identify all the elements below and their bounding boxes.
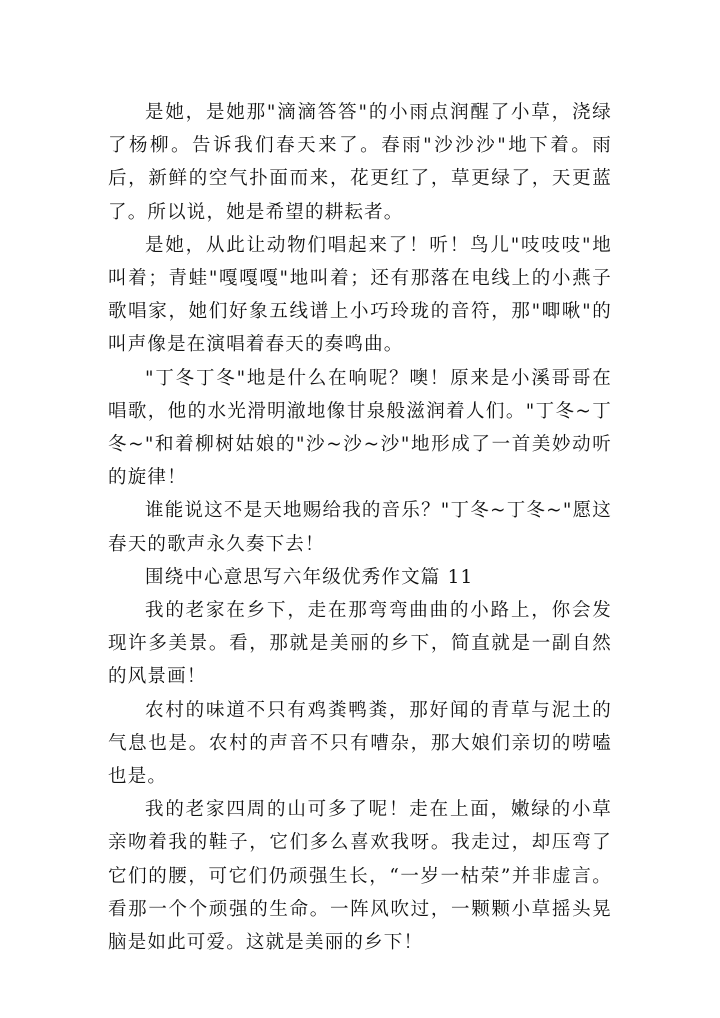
paragraph-mountain-grass: 我的老家四周的山可多了呢！走在上面，嫩绿的小草亲吻着我的鞋子，它们多么喜欢我呀。我走过，却压弯了它们的腰，可它们仍顽强生长，“一岁一枯荣”并非虚言。看那一个个顽强的生命。一阵风吹过，一颗颗小草摇头晃脑是如此可爱。这就是美丽的乡下！ — [108, 799, 612, 954]
paragraph-stream-song: "丁冬丁冬"地是什么在响呢？噢！原来是小溪哥哥在唱歌，他的水光滑明澈地像甘泉般滋润着人们。"丁冬~丁冬~"和着柳树姑娘的"沙~沙~沙"地形成了一首美妙动听的旋律！ — [108, 367, 612, 489]
paragraph-hometown-intro: 我的老家在乡下，走在那弯弯曲曲的小路上，你会发现许多美景。看，那就是美丽的乡下，简直就是一副自然的风景画！ — [108, 600, 612, 688]
paragraph-village-smell-sound: 农村的味道不只有鸡粪鸭粪，那好闻的青草与泥土的气息也是。农村的声音不只有嘈杂，那大娘们亲切的唠嗑也是。 — [108, 699, 612, 788]
document-body — [108, 96, 612, 959]
section-title: 围绕中心意思写六年级优秀作文篇 11 — [145, 566, 474, 588]
paragraph-heaven-music: 谁能说这不是天地赐给我的音乐？"丁冬~丁冬~"愿这春天的歌声永久奏下去！ — [108, 500, 612, 555]
paragraph-animals-singing: 是她，从此让动物们唱起来了！听！鸟儿"吱吱吱"地叫着；青蛙"嘎嘎嘎"地叫着；还有那落在电线上的小燕子歌唱家，她们好象五线谱上小巧玲珑的音符，那"唧啾"的叫声像是在演唱着春天的奏鸣曲。 — [108, 234, 612, 356]
paragraph-spring-rain: 是她，是她那"滴滴答答"的小雨点润醒了小草，浇绿了杨柳。告诉我们春天来了。春雨"沙沙沙"地下着。雨后，新鲜的空气扑面而来，花更红了，草更绿了，天更蓝了。所以说，她是希望的耕耘者。 — [108, 102, 612, 223]
